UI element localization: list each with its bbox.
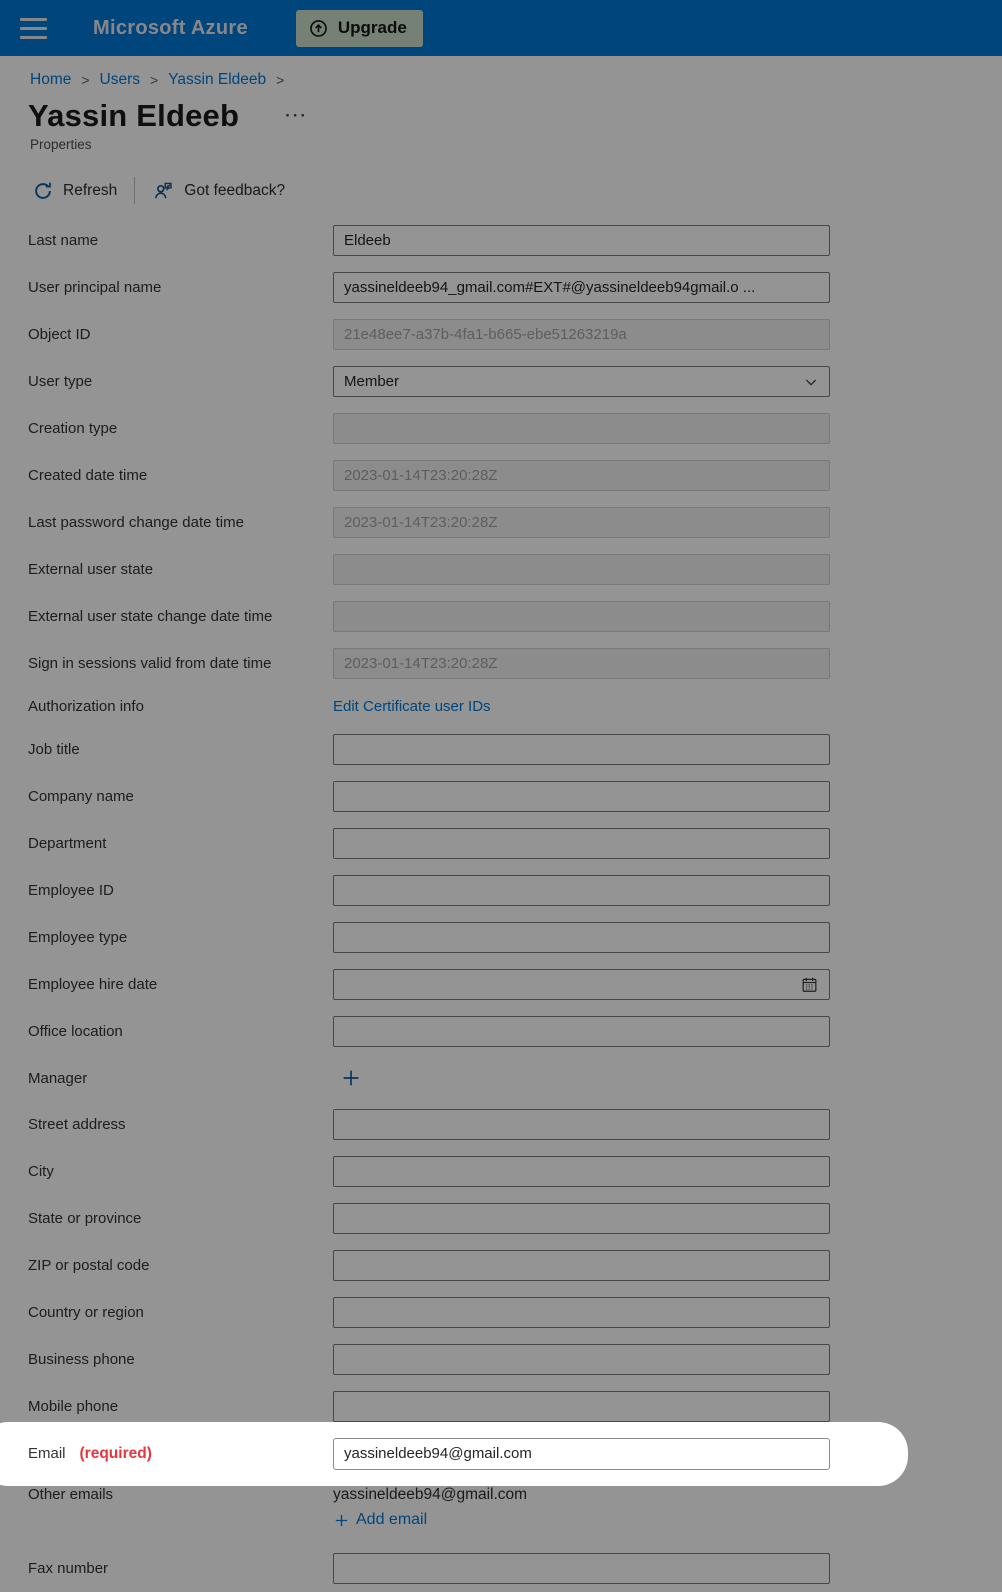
email-value: yassineldeeb94@gmail.com xyxy=(344,1445,532,1462)
feedback-person-icon xyxy=(152,179,175,202)
field-label-sign-in-sessions-valid-from-date-time: Sign in sessions valid from date time xyxy=(28,655,272,672)
field-label-user-principal-name: User principal name xyxy=(28,279,162,296)
object-id-input xyxy=(333,319,830,350)
field-label-country-or-region: Country or region xyxy=(28,1304,144,1321)
field-label-user-type: User type xyxy=(28,373,93,390)
field-label-state-or-province: State or province xyxy=(28,1210,142,1227)
plus-icon xyxy=(340,1067,362,1089)
field-label-employee-type: Employee type xyxy=(28,929,128,946)
refresh-button[interactable] xyxy=(32,180,117,202)
app-title: Microsoft Azure xyxy=(93,16,248,39)
field-label-external-user-state-change-date-time: External user state change date time xyxy=(28,608,273,625)
field-label-manager: Manager xyxy=(28,1069,88,1087)
field-row-state-or-province xyxy=(0,1195,1002,1242)
field-row-employee-hire-date xyxy=(0,961,1002,1008)
plus-icon xyxy=(333,1512,350,1529)
field-label-employee-hire-date: Employee hire date xyxy=(28,976,158,993)
breadcrumb-separator: > xyxy=(150,72,159,88)
field-row-last-name xyxy=(0,217,1002,264)
created-date-time-value: 2023-01-14T23:20:28Z xyxy=(344,467,498,484)
field-label-creation-type: Creation type xyxy=(28,420,118,437)
field-row-office-location xyxy=(0,1008,1002,1055)
sign-in-sessions-valid-from-date-time-input xyxy=(333,648,830,679)
field-row-user-type xyxy=(0,358,1002,405)
required-badge: (required) xyxy=(79,1444,152,1462)
zip-or-postal-code-input[interactable] xyxy=(333,1250,830,1281)
more-options-button[interactable]: ··· xyxy=(281,104,312,128)
user-type-value: Member xyxy=(344,373,400,390)
object-id-value: 21e48ee7-a37b-4fa1-b665-ebe51263219a xyxy=(344,326,627,343)
field-row-last-password-change-date-time xyxy=(0,499,1002,546)
upgrade-label: Upgrade xyxy=(337,18,407,37)
creation-type-input xyxy=(333,413,830,444)
calendar-icon[interactable] xyxy=(800,975,819,994)
breadcrumb-yassin-eldeeb[interactable]: Yassin Eldeeb xyxy=(168,71,267,88)
field-row-external-user-state xyxy=(0,546,1002,593)
field-label-fax-number: Fax number xyxy=(28,1560,109,1577)
state-or-province-input[interactable] xyxy=(333,1203,830,1234)
created-date-time-input xyxy=(333,460,830,491)
page-title: Yassin Eldeeb xyxy=(28,98,240,133)
field-row-department xyxy=(0,820,1002,867)
department-input[interactable] xyxy=(333,828,830,859)
field-row-fax-number xyxy=(0,1545,1002,1592)
office-location-input[interactable] xyxy=(333,1016,830,1047)
field-row-city xyxy=(0,1148,1002,1195)
refresh-icon xyxy=(32,180,54,202)
field-label-job-title: Job title xyxy=(28,741,80,758)
field-row-manager xyxy=(0,1055,1002,1101)
chevron-down-icon[interactable] xyxy=(803,374,819,390)
field-row-employee-id xyxy=(0,867,1002,914)
field-row-job-title xyxy=(0,726,1002,773)
job-title-input[interactable] xyxy=(333,734,830,765)
field-row-company-name xyxy=(0,773,1002,820)
field-row-zip-or-postal-code xyxy=(0,1242,1002,1289)
user-principal-name-value: yassineldeeb94_gmail.com#EXT#@yassineldeeb94gmail.o ... xyxy=(344,279,756,296)
field-row-email xyxy=(0,1430,1002,1477)
upgrade-button[interactable] xyxy=(296,10,423,47)
field-label-city: City xyxy=(28,1163,54,1180)
street-address-input[interactable] xyxy=(333,1109,830,1140)
country-or-region-input[interactable] xyxy=(333,1297,830,1328)
employee-id-input[interactable] xyxy=(333,875,830,906)
field-label-zip-or-postal-code: ZIP or postal code xyxy=(28,1257,150,1274)
field-label-department: Department xyxy=(28,835,107,852)
email-input[interactable] xyxy=(333,1438,830,1470)
last-password-change-date-time-value: 2023-01-14T23:20:28Z xyxy=(344,514,498,531)
city-input[interactable] xyxy=(333,1156,830,1187)
external-user-state-change-date-time-input xyxy=(333,601,830,632)
hamburger-menu-icon[interactable] xyxy=(20,18,47,39)
field-row-created-date-time xyxy=(0,452,1002,499)
field-row-employee-type xyxy=(0,914,1002,961)
toolbar-divider xyxy=(134,177,135,204)
field-label-object-id: Object ID xyxy=(28,326,91,343)
arrow-up-circle-icon xyxy=(308,18,329,39)
field-row-other-emails xyxy=(0,1477,1002,1545)
field-label-office-location: Office location xyxy=(28,1023,123,1040)
field-label-business-phone: Business phone xyxy=(28,1351,135,1368)
field-label-last-name: Last name xyxy=(28,232,99,249)
field-label-mobile-phone: Mobile phone xyxy=(28,1398,119,1415)
field-row-sign-in-sessions-valid-from-date-time xyxy=(0,640,1002,687)
field-row-authorization-info xyxy=(0,687,1002,726)
field-label-last-password-change-date-time: Last password change date time xyxy=(28,514,244,531)
fax-number-input[interactable] xyxy=(333,1553,830,1584)
external-user-state-input xyxy=(333,554,830,585)
field-row-creation-type xyxy=(0,405,1002,452)
field-row-object-id xyxy=(0,311,1002,358)
breadcrumb-separator: > xyxy=(81,72,90,88)
employee-hire-date-input[interactable] xyxy=(333,969,830,1000)
add-manager-button[interactable] xyxy=(340,1067,362,1089)
field-label-authorization-info: Authorization info xyxy=(28,698,144,715)
breadcrumb-separator: > xyxy=(276,72,285,88)
add-email-label: Add email xyxy=(356,1511,428,1528)
field-label-email: Email xyxy=(28,1444,66,1462)
refresh-label: Refresh xyxy=(63,181,118,199)
edit-certificate-user-ids-link[interactable]: Edit Certificate user IDs xyxy=(333,698,491,715)
last-password-change-date-time-input xyxy=(333,507,830,538)
field-row-country-or-region xyxy=(0,1289,1002,1336)
other-emails-value: yassineldeeb94@gmail.com xyxy=(333,1486,528,1503)
mobile-phone-input[interactable] xyxy=(333,1391,830,1422)
last-name-input[interactable] xyxy=(333,225,830,256)
breadcrumb-home[interactable]: Home xyxy=(30,71,72,88)
employee-type-input[interactable] xyxy=(333,922,830,953)
sign-in-sessions-valid-from-date-time-value: 2023-01-14T23:20:28Z xyxy=(344,655,498,672)
properties-form xyxy=(0,217,1002,1592)
field-label-employee-id: Employee ID xyxy=(28,882,114,899)
field-label-company-name: Company name xyxy=(28,788,134,805)
page-subtitle: Properties xyxy=(30,137,92,152)
feedback-label: Got feedback? xyxy=(184,181,286,199)
field-row-business-phone xyxy=(0,1336,1002,1383)
add-email-button[interactable] xyxy=(333,1511,427,1529)
user-principal-name-input[interactable] xyxy=(333,272,830,303)
breadcrumb-users[interactable]: Users xyxy=(99,71,141,88)
got-feedback-button[interactable] xyxy=(152,179,285,202)
field-row-user-principal-name xyxy=(0,264,1002,311)
company-name-input[interactable] xyxy=(333,781,830,812)
breadcrumb xyxy=(30,71,1002,89)
business-phone-input[interactable] xyxy=(333,1344,830,1375)
user-type-input[interactable] xyxy=(333,366,830,397)
field-label-external-user-state: External user state xyxy=(28,561,154,578)
field-row-external-user-state-change-date-time xyxy=(0,593,1002,640)
field-row-street-address xyxy=(0,1101,1002,1148)
field-label-street-address: Street address xyxy=(28,1116,126,1133)
command-bar xyxy=(32,177,1002,204)
last-name-value: Eldeeb xyxy=(344,232,391,249)
field-label-other-emails: Other emails xyxy=(28,1486,114,1503)
field-label-created-date-time: Created date time xyxy=(28,467,148,484)
azure-top-bar xyxy=(0,0,1002,56)
